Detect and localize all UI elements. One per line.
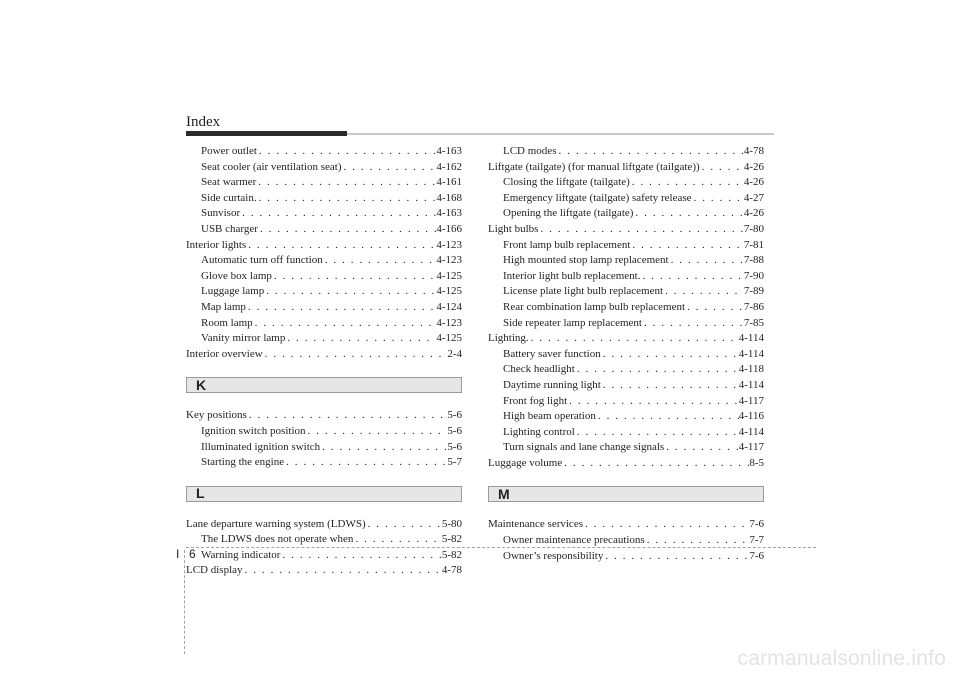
dot-leader — [601, 347, 739, 363]
footer-divider — [186, 547, 816, 548]
entry-term: Interior lights — [186, 238, 247, 251]
entry-page-ref: 4-26 — [743, 176, 764, 189]
entry-term: Daytime running light — [503, 378, 601, 391]
index-subentry — [186, 331, 462, 347]
index-subentry — [186, 144, 462, 160]
entry-page-ref: 4-168 — [436, 191, 462, 204]
section-letter-bar — [186, 377, 462, 393]
index-subentry — [488, 144, 764, 160]
dot-leader — [272, 269, 436, 285]
watermark-text: carmanualsonline.info — [737, 647, 946, 670]
entry-page-ref: 5-6 — [447, 440, 462, 453]
dot-leader — [353, 532, 441, 548]
entry-term: USB charger — [201, 222, 258, 235]
index-subentry — [186, 532, 462, 548]
dot-leader — [575, 425, 739, 441]
dot-leader — [253, 316, 437, 332]
entry-page-ref: 4-123 — [436, 316, 462, 329]
dot-leader — [323, 253, 437, 269]
entry-term: Emergency liftgate (tailgate) safety release — [503, 191, 692, 204]
dot-leader — [342, 160, 437, 176]
index-subentry — [186, 253, 462, 269]
entry-term: Owner’s responsibility — [503, 549, 604, 562]
entry-page-ref: 4-26 — [743, 160, 764, 173]
entry-term: Side curtain. — [201, 191, 257, 204]
index-subentry — [488, 440, 764, 456]
dot-leader — [263, 347, 448, 363]
footer-section-label: I — [176, 547, 180, 561]
entry-page-ref: 4-78 — [441, 564, 462, 577]
entry-term: Luggage lamp — [201, 285, 265, 298]
entry-term: Vanity mirror lamp — [201, 332, 286, 345]
entry-term: Warning indicator — [201, 548, 281, 561]
entry-page-ref: 7-81 — [743, 238, 764, 251]
entry-page-ref: 4-161 — [436, 176, 462, 189]
entry-page-ref: 4-118 — [738, 363, 764, 376]
index-entry — [186, 408, 462, 424]
section-letter: M — [498, 485, 510, 502]
dot-leader — [562, 456, 749, 472]
entry-page-ref: 7-85 — [743, 316, 764, 329]
entry-term: Seat warmer — [201, 176, 257, 189]
entry-page-ref: 7-89 — [743, 285, 764, 298]
dot-leader — [601, 378, 739, 394]
index-entry — [186, 347, 462, 363]
header-rule-accent — [186, 131, 347, 136]
dot-leader — [320, 440, 447, 456]
index-subentry — [186, 548, 462, 564]
page-header-title: Index — [186, 114, 221, 130]
section-gap — [488, 471, 764, 486]
entry-term: Lane departure warning system (LDWS) — [186, 517, 366, 530]
dot-leader — [256, 175, 436, 191]
entry-term: Luggage volume — [488, 456, 563, 469]
dot-leader — [258, 222, 436, 238]
index-subentry — [186, 269, 462, 285]
entry-term: Owner maintenance precautions — [503, 534, 645, 547]
index-subentry — [488, 238, 764, 254]
entry-page-ref: 4-125 — [436, 332, 462, 345]
index-entry — [488, 222, 764, 238]
dot-leader — [685, 300, 744, 316]
dot-leader — [257, 191, 437, 207]
entry-term: Check headlight — [503, 363, 575, 376]
entry-term: Sunvisor — [201, 207, 241, 220]
entry-term: Front fog light — [503, 394, 568, 407]
index-subentry — [488, 300, 764, 316]
header-rule — [346, 133, 774, 135]
entry-term: Automatic turn off function — [201, 254, 323, 267]
index-subentry — [488, 253, 764, 269]
entry-page-ref: 4-123 — [436, 238, 462, 251]
index-subentry — [186, 284, 462, 300]
entry-page-ref: 4-114 — [738, 347, 764, 360]
dot-leader — [567, 394, 739, 410]
entry-page-ref: 4-163 — [436, 145, 462, 157]
entry-term: Seat cooler (air ventilation seat) — [201, 160, 342, 173]
index-subentry — [186, 424, 462, 440]
index-subentry — [186, 206, 462, 222]
entry-term: Turn signals and lane change signals — [503, 441, 665, 454]
index-entry — [488, 456, 764, 472]
index-subentry — [488, 549, 764, 565]
footer-margin-line — [184, 550, 185, 654]
index-subentry — [488, 409, 764, 425]
entry-term: Starting the engine — [201, 456, 285, 469]
index-entry — [186, 517, 462, 533]
index-subentry — [488, 394, 764, 410]
dot-leader — [630, 175, 744, 191]
entry-term: Light bulbs — [488, 222, 539, 235]
index-entry — [186, 563, 462, 579]
dot-leader — [285, 331, 436, 347]
entry-page-ref: 7-88 — [743, 254, 764, 267]
index-subentry — [488, 362, 764, 378]
dot-leader — [246, 300, 436, 316]
dot-leader — [669, 253, 744, 269]
index-subentry — [186, 440, 462, 456]
dot-leader — [366, 517, 442, 533]
entry-term: Map lamp — [201, 300, 246, 313]
entry-page-ref: 4-27 — [743, 191, 764, 204]
dot-leader — [692, 191, 744, 207]
index-subentry — [186, 455, 462, 471]
index-subentry — [186, 175, 462, 191]
dot-leader — [633, 206, 743, 222]
entry-page-ref: 7-7 — [749, 534, 764, 547]
index-subentry — [186, 160, 462, 176]
entry-page-ref: 4-125 — [436, 269, 462, 282]
dot-leader — [642, 316, 744, 332]
dot-leader — [247, 408, 448, 424]
dot-leader — [575, 362, 739, 378]
index-subentry — [488, 191, 764, 207]
section-letter-bar — [488, 486, 764, 502]
entry-term: Rear combination lamp bulb replacement — [503, 300, 686, 313]
dot-leader — [664, 440, 739, 456]
dot-leader — [700, 160, 744, 176]
section-gap — [186, 471, 462, 486]
entry-page-ref: 4-114 — [738, 378, 764, 391]
index-subentry — [488, 284, 764, 300]
entry-page-ref: 5-7 — [447, 456, 462, 469]
entry-page-ref: 4-125 — [436, 285, 462, 298]
entry-page-ref: 4-114 — [738, 425, 764, 438]
entry-page-ref: 2-4 — [447, 347, 462, 360]
dot-leader — [663, 284, 744, 300]
index-subentry — [488, 347, 764, 363]
index-subentry — [488, 175, 764, 191]
dot-leader — [246, 238, 436, 254]
entry-page-ref: 8-5 — [749, 456, 764, 469]
index-subentry — [488, 378, 764, 394]
entry-term: Lighting control — [503, 425, 575, 438]
dot-leader — [603, 549, 749, 565]
dot-leader — [529, 331, 739, 347]
entry-page-ref: 4-162 — [436, 160, 462, 173]
dot-leader — [640, 269, 743, 285]
entry-page-ref: 7-90 — [743, 269, 764, 282]
entry-term: Glove box lamp — [201, 269, 272, 282]
entry-term: Key positions — [186, 409, 247, 422]
entry-page-ref: 4-166 — [436, 222, 462, 235]
entry-term: Interior light bulb replacement. — [503, 269, 641, 282]
dot-leader — [556, 144, 743, 160]
entry-term: Power outlet — [201, 145, 257, 157]
section-gap — [488, 502, 764, 517]
entry-page-ref: 4-117 — [738, 394, 764, 407]
section-gap — [186, 502, 462, 517]
index-column-left — [186, 144, 462, 579]
entry-term: Interior overview — [186, 347, 263, 360]
index-entry — [186, 238, 462, 254]
index-subentry — [186, 222, 462, 238]
dot-leader — [264, 284, 436, 300]
footer-page-number: 6 — [189, 547, 196, 561]
dot-leader — [538, 222, 743, 238]
entry-page-ref: 7-80 — [743, 222, 764, 235]
index-entry — [488, 160, 764, 176]
entry-page-ref: 7-86 — [743, 300, 764, 313]
section-letter: K — [196, 376, 207, 393]
entry-term: Room lamp — [201, 316, 253, 329]
entry-page-ref: 5-82 — [441, 533, 462, 546]
section-gap — [186, 393, 462, 408]
index-column-right — [488, 144, 764, 564]
entry-term: Illuminated ignition switch — [201, 440, 321, 453]
entry-term: LCD display — [186, 564, 243, 577]
entry-page-ref: 4-117 — [738, 441, 764, 454]
index-entry — [488, 517, 764, 533]
dot-leader — [240, 206, 436, 222]
entry-page-ref: 4-114 — [738, 332, 764, 345]
entry-page-ref: 4-78 — [743, 145, 764, 157]
section-gap — [186, 362, 462, 377]
entry-term: License plate light bulb replacement — [503, 285, 664, 298]
entry-term: LCD modes — [503, 145, 557, 157]
index-subentry — [186, 300, 462, 316]
entry-page-ref: 5-6 — [447, 424, 462, 437]
entry-term: Maintenance services — [488, 518, 583, 531]
entry-page-ref: 5-6 — [447, 409, 462, 422]
entry-page-ref: 7-6 — [749, 549, 764, 562]
dot-leader — [284, 455, 447, 471]
entry-term: The LDWS does not operate when — [201, 533, 354, 546]
entry-term: Front lamp bulb replacement — [503, 238, 631, 251]
entry-term: Side repeater lamp replacement — [503, 316, 642, 329]
entry-term: Closing the liftgate (tailgate) — [503, 176, 630, 189]
entry-term: High beam operation — [503, 410, 596, 423]
index-entry — [488, 331, 764, 347]
entry-page-ref: 7-6 — [749, 518, 764, 531]
entry-page-ref: 4-116 — [738, 410, 764, 423]
index-subentry — [488, 425, 764, 441]
dot-leader — [306, 424, 448, 440]
index-subentry — [488, 316, 764, 332]
entry-term: Lighting. — [488, 332, 529, 345]
entry-page-ref: 4-26 — [743, 207, 764, 220]
entry-page-ref: 5-80 — [441, 517, 462, 530]
entry-term: Ignition switch position — [201, 424, 306, 437]
dot-leader — [596, 409, 739, 425]
entry-term: Liftgate (tailgate) (for manual liftgate (tailgate)) — [488, 160, 700, 173]
entry-page-ref: 4-123 — [436, 254, 462, 267]
dot-leader — [243, 563, 442, 579]
entry-page-ref: 4-124 — [436, 300, 462, 313]
entry-page-ref: 4-163 — [436, 207, 462, 220]
entry-term: Opening the liftgate (tailgate) — [503, 207, 634, 220]
entry-page-ref: 5-82 — [441, 548, 462, 561]
dot-leader — [257, 144, 436, 160]
section-letter-bar — [186, 486, 462, 502]
entry-term: Battery saver function — [503, 347, 601, 360]
dot-leader — [630, 238, 743, 254]
index-subentry — [488, 269, 764, 285]
section-letter: L — [196, 484, 205, 501]
entry-term: High mounted stop lamp replacement — [503, 254, 669, 267]
index-subentry — [488, 206, 764, 222]
index-subentry — [186, 316, 462, 332]
index-subentry — [186, 191, 462, 207]
dot-leader — [280, 548, 441, 564]
dot-leader — [583, 517, 749, 533]
